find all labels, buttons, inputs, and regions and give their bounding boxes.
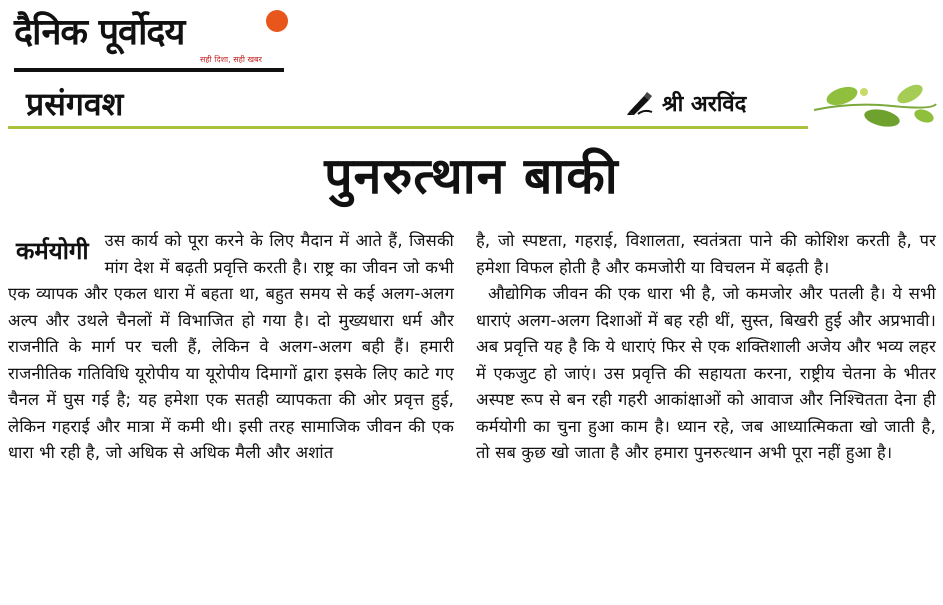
article-column-left: [8, 228, 454, 467]
masthead: [14, 4, 284, 74]
newspaper-logo: दैनिक पूर्वोदय: [14, 12, 185, 53]
paragraph: उस कार्य को पूरा करने के लिए मैदान में आते हैं, जिसकी मांग देश में बढ़ती प्रवृत्ति करती है। राष्ट्र का जीवन जो कभी एक व्यापक और एकल धारा में बहता था, बहुत समय से कई अलग-अलग अल्प और उथले चैनलों में विभाजित हो गया है। दो मुख्यधारा धर्म और राजनीति के मार्ग पर चली हैं, लेकिन वे अलग-अलग बही हैं। हमारी राजनीतिक गतिविधि यूरोपीय या यूरोपीय दिमागों द्वारा इसके लिए काटे गए चैनल में घुस गई है; यह हमेशा एक सतही व्यापकता की ओर प्रवृत्त हुई, लेकिन गहराई और मात्रा में कमी थी। इसी तरह सामाजिक जीवन की एक धारा भी रही है, जो अधिक से अधिक मैली और अशांत: [8, 231, 454, 462]
paragraph: है, जो स्पष्टता, गहराई, विशालता, स्वतंत्रता पाने की कोशिश करती है, पर हमेशा विफल होती है और कमजोरी या विचलन में बढ़ती है।: [476, 231, 936, 277]
masthead-rule: [14, 68, 284, 72]
article-column-right: [476, 228, 936, 467]
newspaper-tagline: सही दिशा, सही खबर: [200, 55, 262, 64]
section-label: प्रसंगवश: [26, 85, 124, 123]
leaf-art: [812, 80, 938, 128]
section-bar: [8, 82, 808, 124]
logo-dot-icon: [266, 10, 288, 32]
pen-icon: [626, 90, 656, 116]
author-name: श्री अरविंद: [662, 92, 747, 117]
author-byline: [626, 86, 804, 120]
kicker: कर्मयोगी: [16, 237, 89, 265]
headline: पुनरुत्थान बाकी: [324, 147, 619, 205]
section-rule: [8, 126, 808, 129]
paragraph: औद्योगिक जीवन की एक धारा भी है, जो कमजोर और पतली है। ये सभी धाराएं अलग-अलग दिशाओं में बह रही थीं, सुस्त, बिखरी हुई और अप्रभावी। अब प्रवृत्ति यह है कि ये धाराएं फिर से एक शक्तिशाली अजेय और भव्य लहर में एकजुट हो जाएं। उस प्रवृत्ति की सहायता करना, राष्ट्रीय चेतना के भीतर अस्पष्ट रूप से बन रही गहरी आकांक्षाओं को आवाज और निश्चितता देना ही कर्मयोगी का चुना हुआ काम है। ध्यान रहे, जब आध्यात्मिकता खो जाती है, तो सब कुछ खो जाता है और हमारा पुनरुत्थान अभी पूरा नहीं हुआ है।: [476, 284, 936, 462]
